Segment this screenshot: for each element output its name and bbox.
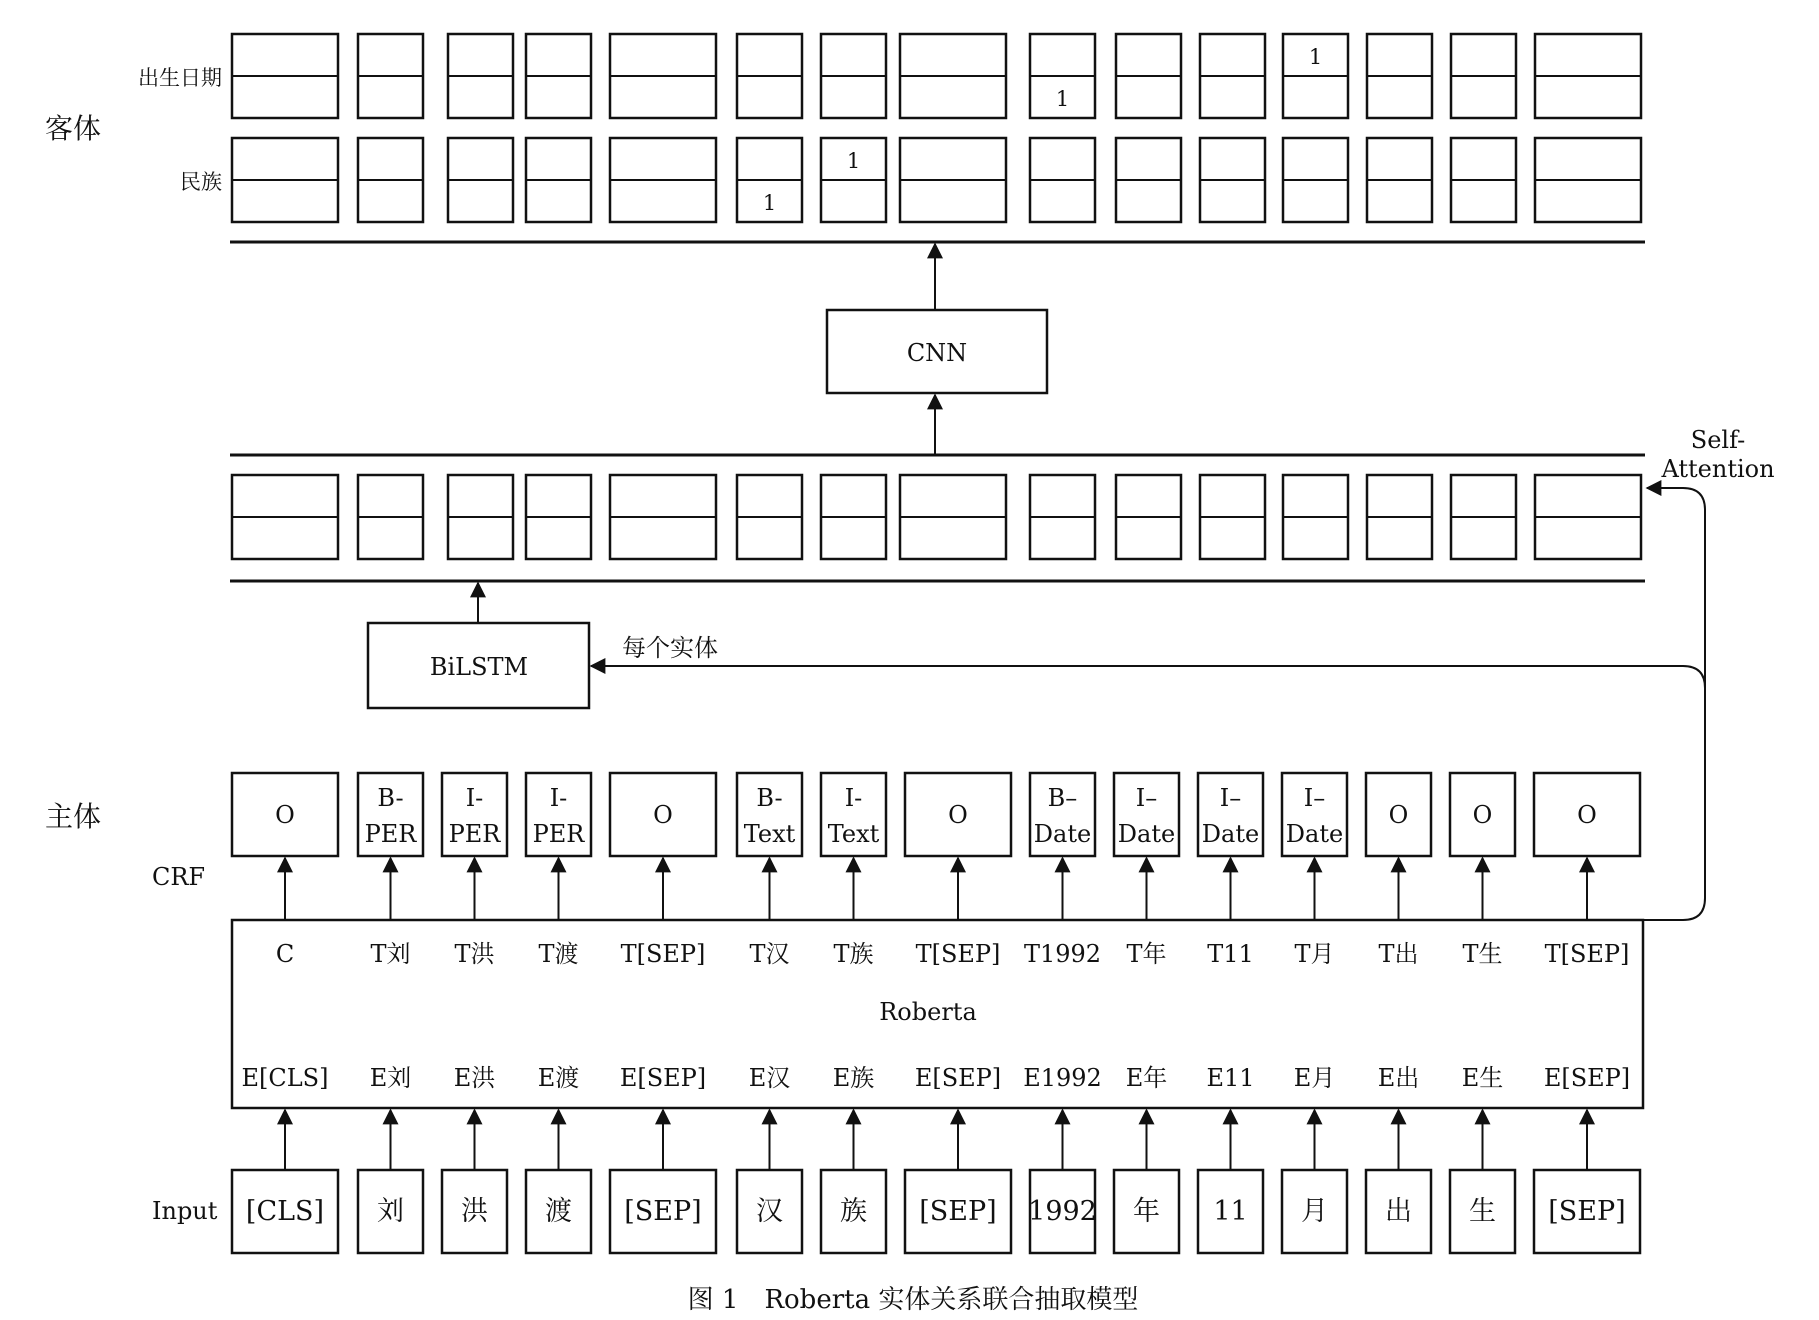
input-token-13: 生 — [1469, 1196, 1496, 1227]
subject-label: 主体 — [45, 800, 102, 833]
embedding-token-7: E[SEP] — [914, 1064, 1002, 1092]
roberta-label: Roberta — [879, 998, 977, 1026]
input-token-7: [SEP] — [919, 1196, 997, 1227]
crf-tag-14: O — [1577, 801, 1597, 829]
self-attention-label-line1: Self- — [1690, 426, 1746, 454]
bilstm-label: BiLSTM — [429, 653, 529, 681]
embedding-token-3: E渡 — [537, 1064, 580, 1092]
embedding-token-5: E汉 — [748, 1064, 791, 1092]
output-token-10: T11 — [1207, 940, 1254, 968]
output-token-11: T月 — [1294, 940, 1335, 968]
birth-date-cell-mark-8: 1 — [1055, 87, 1070, 111]
birth-date-row-label: 出生日期 — [138, 66, 222, 90]
crf-tag-5-type: Text — [743, 820, 796, 848]
crf-tag-8-type: Date — [1033, 820, 1092, 848]
input-token-4: [SEP] — [624, 1196, 702, 1227]
embedding-token-13: E生 — [1461, 1064, 1504, 1092]
output-token-1: T刘 — [370, 940, 411, 968]
input-label: Input — [152, 1197, 218, 1225]
output-token-0: C — [275, 940, 295, 968]
crf-tag-2-prefix: I- — [465, 784, 484, 812]
embedding-token-0: E[CLS] — [241, 1064, 329, 1092]
embedding-token-14: E[SEP] — [1543, 1064, 1631, 1092]
input-token-2: 洪 — [461, 1196, 488, 1227]
crf-tag-1-type: PER — [364, 820, 417, 848]
crf-tag-10-type: Date — [1201, 820, 1260, 848]
output-token-13: T生 — [1462, 940, 1503, 968]
crf-tag-8-prefix: B– — [1047, 784, 1078, 812]
output-token-14: T[SEP] — [1544, 940, 1630, 968]
output-token-5: T汉 — [749, 940, 790, 968]
ethnicity-cell-mark-5: 1 — [762, 191, 777, 215]
crf-tag-1-prefix: B- — [377, 784, 404, 812]
cnn-label: CNN — [906, 339, 968, 367]
embedding-token-6: E族 — [832, 1064, 875, 1092]
output-token-8: T1992 — [1023, 940, 1102, 968]
output-token-4: T[SEP] — [620, 940, 706, 968]
crf-label: CRF — [152, 863, 206, 891]
feedback-branch-to-bilstm — [591, 666, 1705, 688]
input-token-11: 月 — [1301, 1196, 1328, 1227]
crf-tag-9-type: Date — [1117, 820, 1176, 848]
embedding-token-11: E月 — [1293, 1064, 1336, 1092]
crf-tag-11-prefix: I– — [1303, 784, 1326, 812]
input-token-3: 渡 — [545, 1196, 572, 1227]
input-token-12: 出 — [1385, 1196, 1412, 1227]
crf-tag-13: O — [1472, 801, 1493, 829]
crf-tag-5-prefix: B- — [756, 784, 783, 812]
output-token-7: T[SEP] — [915, 940, 1001, 968]
self-attention-label-line2: Attention — [1661, 455, 1775, 483]
embedding-token-1: E刘 — [369, 1064, 412, 1092]
input-token-9: 年 — [1133, 1196, 1160, 1227]
embedding-token-4: E[SEP] — [619, 1064, 707, 1092]
ethnicity-row-label: 民族 — [180, 170, 222, 194]
crf-tag-9-prefix: I– — [1135, 784, 1158, 812]
input-token-8: 1992 — [1028, 1196, 1097, 1227]
crf-tag-11-type: Date — [1285, 820, 1344, 848]
embedding-token-2: E洪 — [453, 1064, 496, 1092]
object-label: 客体 — [45, 112, 102, 145]
output-token-9: T年 — [1126, 940, 1167, 968]
embedding-token-12: E出 — [1377, 1064, 1420, 1092]
crf-tag-0: O — [275, 801, 295, 829]
output-token-3: T渡 — [538, 940, 579, 968]
output-token-12: T出 — [1378, 940, 1419, 968]
input-token-0: [CLS] — [245, 1196, 325, 1227]
embedding-token-8: E1992 — [1023, 1064, 1102, 1092]
crf-tag-7: O — [948, 801, 968, 829]
crf-tag-12: O — [1388, 801, 1409, 829]
output-token-2: T洪 — [454, 940, 495, 968]
crf-tag-2-type: PER — [448, 820, 501, 848]
feedback-loop-to-attention — [1643, 488, 1705, 920]
crf-tag-6-prefix: I- — [844, 784, 863, 812]
embedding-token-9: E年 — [1125, 1064, 1168, 1092]
per-entity-label: 每个实体 — [622, 634, 718, 662]
crf-tag-6-type: Text — [827, 820, 880, 848]
birth-date-cell-mark-11: 1 — [1308, 45, 1323, 69]
embedding-token-10: E11 — [1206, 1064, 1255, 1092]
crf-tag-3-type: PER — [532, 820, 585, 848]
token-columns — [232, 34, 1641, 1253]
crf-tag-4: O — [653, 801, 673, 829]
figure-caption: 图 1 Roberta 实体关系联合抽取模型 — [687, 1285, 1139, 1315]
input-token-14: [SEP] — [1548, 1196, 1626, 1227]
crf-tag-3-prefix: I- — [549, 784, 568, 812]
input-token-10: 11 — [1213, 1196, 1248, 1227]
input-token-5: 汉 — [756, 1196, 783, 1227]
input-token-1: 刘 — [377, 1196, 404, 1227]
input-token-6: 族 — [840, 1196, 867, 1227]
ethnicity-cell-mark-6: 1 — [846, 149, 861, 173]
crf-tag-10-prefix: I– — [1219, 784, 1242, 812]
output-token-6: T族 — [833, 940, 874, 968]
